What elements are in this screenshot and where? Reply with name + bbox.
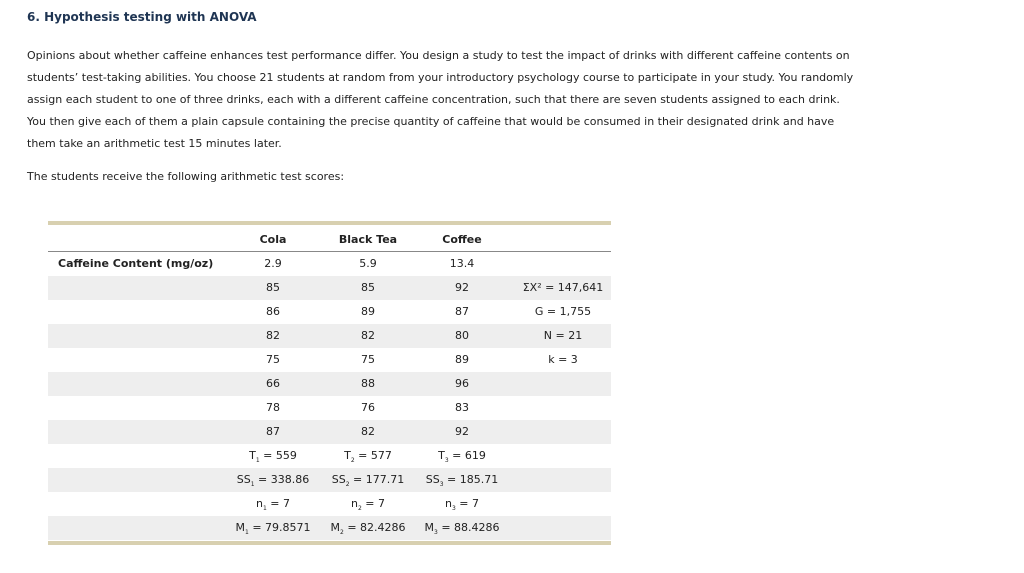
table-bottom-rule	[48, 541, 611, 545]
paragraph-line: Opinions about whether caffeine enhances test performance differ. You design a study to test the impact of drinks with different caffeine contents on	[27, 49, 850, 62]
summary-k: k = 3	[548, 353, 578, 366]
stat-prefix: M	[235, 521, 245, 534]
table-row	[48, 300, 611, 324]
stat-value: = 79.8571	[252, 521, 311, 534]
stat-value: = 88.4286	[441, 521, 500, 534]
header-cola: Cola	[259, 233, 287, 246]
stat-subscript: 3	[439, 481, 444, 489]
stat-prefix: n	[255, 497, 263, 510]
header-coffee: Coffee	[442, 233, 482, 246]
summary-sum-x2: ΣX² = 147,641	[522, 281, 604, 294]
table-row	[48, 348, 611, 372]
table-cell: 76	[361, 401, 375, 414]
n-row	[48, 492, 611, 516]
summary-n: N = 21	[543, 329, 583, 342]
table-cell: 66	[266, 377, 280, 390]
table-cell: 92	[455, 281, 469, 294]
table-cell: 92	[455, 425, 469, 438]
stat-subscript: 2	[350, 457, 355, 465]
stat-value: = 177.71	[353, 473, 405, 486]
summary-g: G = 1,755	[534, 305, 592, 318]
caffeine-label: Caffeine Content (mg/oz)	[58, 257, 214, 270]
table-cell: 89	[455, 353, 469, 366]
stat-subscript: 2	[357, 505, 362, 513]
ss-row	[48, 468, 611, 492]
mean-coffee	[418, 516, 506, 540]
stat-value: = 7	[459, 497, 480, 510]
table-row	[48, 372, 611, 396]
stat-prefix: T	[344, 449, 351, 462]
stat-prefix: T	[438, 449, 445, 462]
paragraph-line: You then give each of them a plain capsule containing the precise quantity of caffeine that would be consumed in their designated drink and have	[27, 115, 835, 128]
table-cell: 83	[455, 401, 469, 414]
stat-value: = 82.4286	[347, 521, 406, 534]
table-cell: 88	[361, 377, 375, 390]
table-cell: 89	[361, 305, 375, 318]
stat-subscript: 3	[433, 529, 438, 537]
ss-black-tea	[322, 468, 414, 492]
stat-prefix: n	[350, 497, 358, 510]
stat-prefix: T	[249, 449, 256, 462]
table-cell: 80	[455, 329, 469, 342]
table-cell: 87	[266, 425, 280, 438]
table-cell: 78	[266, 401, 280, 414]
stat-value: = 577	[358, 449, 392, 462]
paragraph-line: them take an arithmetic test 15 minutes later.	[27, 137, 282, 150]
stat-subscript: 2	[339, 529, 344, 537]
n-coffee	[418, 492, 506, 516]
table-cell: 75	[361, 353, 375, 366]
paragraph-line: students’ test-taking abilities. You choose 21 students at random from your introductory psychology course to participate in your study. You randomly	[27, 71, 854, 84]
mean-black-tea	[322, 516, 414, 540]
table-row	[48, 396, 611, 420]
table-cell: 75	[266, 353, 280, 366]
paragraph-line: assign each student to one of three drinks, each with a different caffeine concentration, such that there are seven students assigned to each drink.	[27, 93, 840, 106]
table-cell: 86	[266, 305, 280, 318]
ss-cola	[228, 468, 318, 492]
stat-prefix: SS	[236, 473, 251, 486]
table-cell: 85	[361, 281, 375, 294]
stat-prefix: SS	[425, 473, 440, 486]
table-row	[48, 420, 611, 444]
stat-prefix: SS	[331, 473, 346, 486]
stat-subscript: 2	[345, 481, 350, 489]
scores-table	[48, 221, 611, 545]
table-cell: 82	[361, 329, 375, 342]
stat-value: = 7	[270, 497, 291, 510]
caffeine-row	[48, 252, 611, 276]
stat-prefix: M	[330, 521, 340, 534]
stat-subscript: 1	[244, 529, 249, 537]
stat-value: = 7	[365, 497, 386, 510]
stat-subscript: 1	[262, 505, 267, 513]
table-cell: 87	[455, 305, 469, 318]
table-cell: 82	[361, 425, 375, 438]
table-cell: 2.9	[264, 257, 282, 270]
table-row	[48, 324, 611, 348]
page-title: 6. Hypothesis testing with ANOVA	[27, 10, 257, 24]
stat-subscript: 3	[444, 457, 449, 465]
table-header-row	[48, 225, 611, 252]
stat-value: = 338.86	[258, 473, 310, 486]
mean-row	[48, 516, 611, 540]
total-black-tea	[322, 444, 414, 468]
stat-value: = 559	[263, 449, 297, 462]
totals-row	[48, 444, 611, 468]
total-coffee	[418, 444, 506, 468]
total-cola	[228, 444, 318, 468]
n-cola	[228, 492, 318, 516]
table-cell: 96	[455, 377, 469, 390]
table-cell: 85	[266, 281, 280, 294]
table-intro: The students receive the following arithmetic test scores:	[27, 170, 345, 183]
stat-subscript: 1	[255, 457, 260, 465]
table-row	[48, 276, 611, 300]
stat-subscript: 1	[250, 481, 255, 489]
stat-value: = 185.71	[447, 473, 499, 486]
table-cell: 13.4	[449, 257, 475, 270]
table-cell: 82	[266, 329, 280, 342]
stat-value: = 619	[452, 449, 486, 462]
table-cell: 5.9	[359, 257, 377, 270]
n-black-tea	[322, 492, 414, 516]
stat-prefix: n	[444, 497, 452, 510]
mean-cola	[228, 516, 318, 540]
stat-subscript: 3	[451, 505, 456, 513]
stat-prefix: M	[424, 521, 434, 534]
header-black-tea: Black Tea	[338, 233, 398, 246]
problem-paragraph	[27, 45, 887, 155]
ss-coffee	[418, 468, 506, 492]
